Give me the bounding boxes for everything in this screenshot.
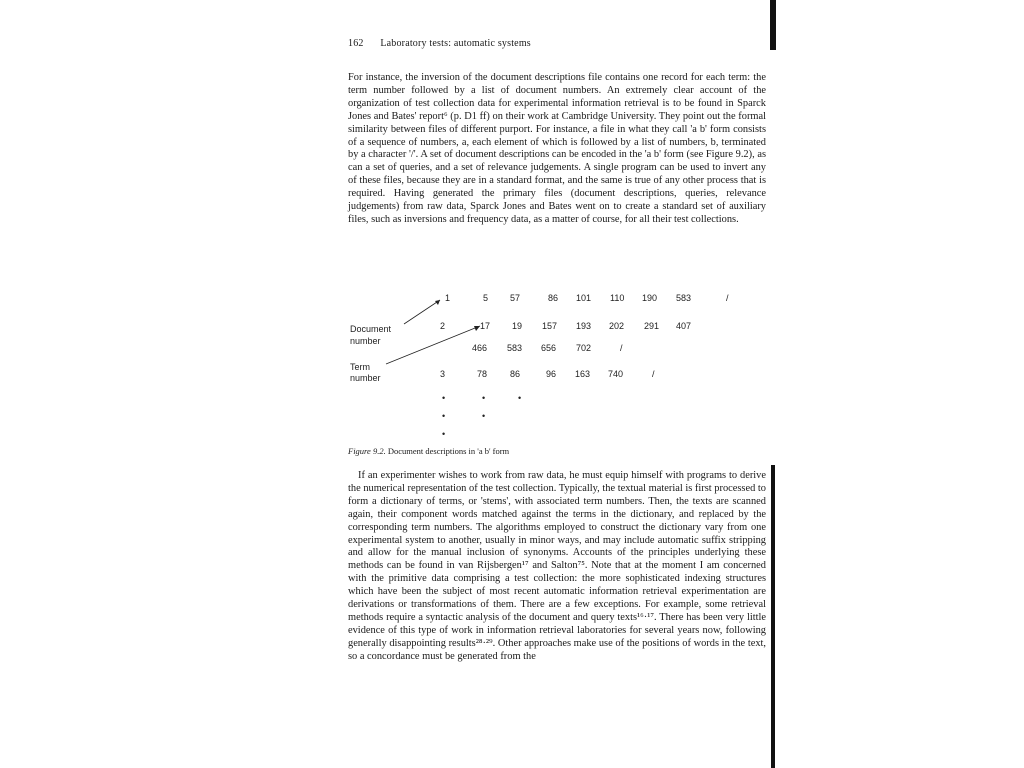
running-header bbox=[348, 38, 531, 49]
term-number: 96 bbox=[546, 369, 557, 379]
label-document-line1: Document bbox=[350, 324, 392, 334]
term-number: 86 bbox=[510, 369, 521, 379]
row-terminator: / bbox=[652, 369, 655, 379]
term-number: 656 bbox=[541, 343, 557, 353]
dot: • bbox=[518, 393, 522, 403]
term-number: 19 bbox=[512, 321, 523, 331]
row-doc-1 bbox=[445, 293, 729, 303]
row-doc-3 bbox=[440, 369, 655, 379]
dot: • bbox=[442, 411, 446, 421]
term-number: 163 bbox=[575, 369, 591, 379]
term-number: 101 bbox=[576, 293, 592, 303]
term-number: 78 bbox=[477, 369, 488, 379]
figure-caption bbox=[348, 446, 509, 456]
term-number: 110 bbox=[610, 293, 625, 303]
term-number: 583 bbox=[676, 293, 692, 303]
doc-number: 3 bbox=[440, 369, 446, 379]
term-number: 193 bbox=[576, 321, 592, 331]
term-number: 291 bbox=[644, 321, 660, 331]
paragraph-1: For instance, the inversion of the document descriptions file contains one record for each term: the term number followed by a list of document numbers. An extremely clear account of the organization of test collection data for experimental information retrieval is to be found in Sparck Jones and Bates' report⁶ (p. D1 ff) on their work at Cambridge University. They point out the formal similarity between files of different purport. For instance, a file in what they call 'a b' form consists of a sequence of numbers, a, each element of which is followed by a list of numbers, b, terminated by a character '/'. A set of document descriptions can be encoded in the 'a b' form (see Figure 9.2), as can a set of queries, and a set of relevance judgements. A single program can be used to invert any of these files, because they are in a standard format, and the same is true of any other process that is required. Having generated the primary files (document descriptions, queries, relevance judgements) from raw data, Sparck Jones and Bates went on to create a standard set of auxiliary files, such as inversions and frequency data, as a matter of course, for all their test collections. bbox=[348, 72, 766, 225]
row-doc-2-continued bbox=[472, 343, 623, 353]
row-terminator: / bbox=[620, 343, 623, 353]
term-number: 583 bbox=[507, 343, 523, 353]
continuation-dots bbox=[442, 393, 521, 439]
page-number: 162 bbox=[348, 38, 364, 49]
term-number: 157 bbox=[542, 321, 558, 331]
scan-edge-shadow-top bbox=[770, 0, 776, 50]
term-number: 86 bbox=[548, 293, 559, 303]
term-number: 202 bbox=[609, 321, 625, 331]
arrow-term-to-17 bbox=[386, 326, 480, 364]
book-page bbox=[330, 0, 790, 768]
dot: • bbox=[482, 411, 486, 421]
term-number: 5 bbox=[483, 293, 489, 303]
label-document-line2: number bbox=[350, 336, 381, 346]
running-title: Laboratory tests: automatic systems bbox=[380, 38, 531, 49]
dot: • bbox=[442, 429, 446, 439]
paragraph-2: If an experimenter wishes to work from raw data, he must equip himself with programs to derive the numerical representation of the test collection. Typically, the textual material is first processed to form a dictionary of terms, or 'stems', with associated term numbers. Then, the texts are scanned again, their component words matched against the terms in the dictionary, and replaced by the corresponding term numbers. The algorithms employed to construct the dictionary vary from one experimental system to another, usually in minor ways, and may include automatic suffix stripping and allow for the manual inclusion of synonyms. Accounts of the principles underlying these methods can be found in van Rijsbergen¹⁷ and Salton⁷⁵. Note that at the moment I am concerned with the primitive data comprising a test collection: the more sophisticated indexing structures which have been the subject of most recent automatic information retrieval experimentation are derivations or transformations of them. There are a few exceptions. For example, some retrieval methods require a syntactic analysis of the document and query texts¹⁶·¹⁷. There has been very little evidence of this type of work in information retrieval laboratories for several years now, following generally disappointing results²⁸·²⁹. Other approaches make use of the positions of words in the text, so a concordance must be generated from the bbox=[348, 470, 766, 662]
scan-edge-shadow-bottom bbox=[771, 465, 775, 768]
term-number: 190 bbox=[642, 293, 658, 303]
term-number: 57 bbox=[510, 293, 521, 303]
caption-text: Document descriptions in 'a b' form bbox=[387, 446, 510, 456]
label-term-line1: Term bbox=[350, 362, 370, 372]
dot: • bbox=[442, 393, 446, 403]
term-number: 17 bbox=[480, 321, 491, 331]
doc-number: 1 bbox=[445, 293, 451, 303]
arrow-doc-to-1 bbox=[404, 300, 440, 324]
term-number: 466 bbox=[472, 343, 488, 353]
figure-9-2 bbox=[330, 284, 790, 444]
term-number: 740 bbox=[608, 369, 624, 379]
term-number: 702 bbox=[576, 343, 592, 353]
row-terminator: / bbox=[726, 293, 729, 303]
term-number: 407 bbox=[676, 321, 692, 331]
dot: • bbox=[482, 393, 486, 403]
caption-label: Figure 9.2. bbox=[348, 446, 386, 456]
label-term-line2: number bbox=[350, 373, 381, 383]
doc-number: 2 bbox=[440, 321, 446, 331]
